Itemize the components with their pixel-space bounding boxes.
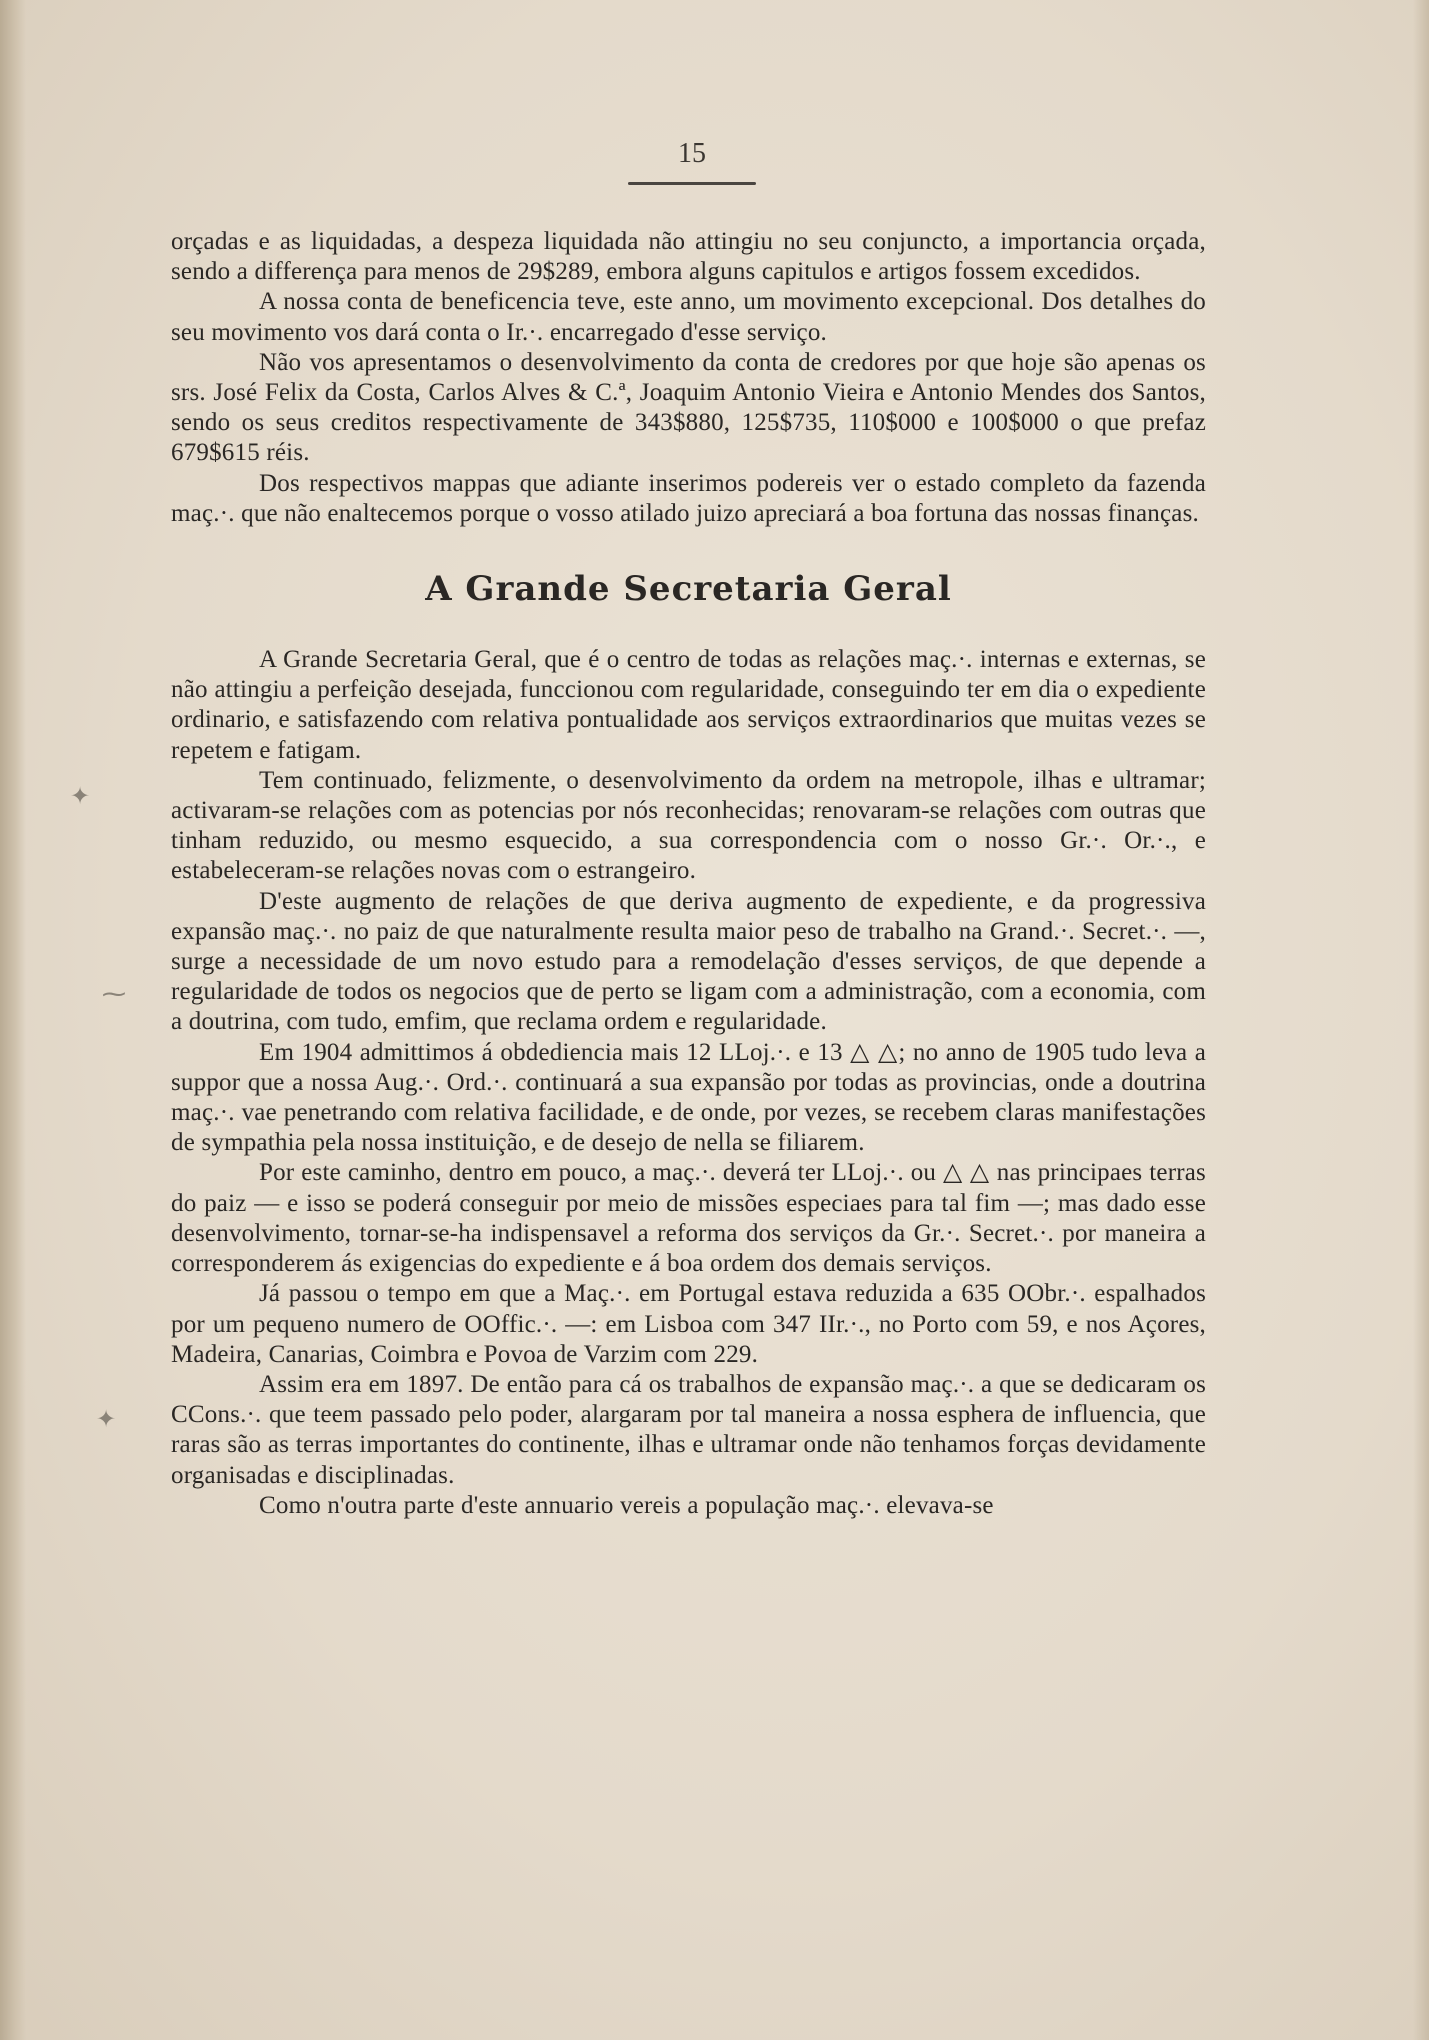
page-number-rule <box>628 182 756 185</box>
margin-stain-mark: ⁓ <box>102 980 126 1008</box>
paragraph: Já passou o tempo em que a Maç.·. em Portugal estava reduzida a 635 OObr.·. espalhados por um pequeno numero de OOffic.·. —: em Lisboa com 347 IIr.·., no Porto com 59, e nos Açores, Madeira, Canarias, Coimbra e Povoa de Varzim com 229. <box>171 1280 1206 1368</box>
page-right-edge <box>1413 0 1429 2040</box>
paragraph: D'este augmento de relações de que deriva augmento de expediente, e da progressiva expansão maç.·. no paiz de que naturalmente resulta maior peso de trabalho na Grand.·. Secret.·. —, surge a necessidade de um novo estudo para a remodelação d'esses serviços, de que depende a regularidade de todos os negocios que de perto se ligam com a administração, com a economia, com a doutrina, com tudo, emfim, que reclama ordem e regularidade. <box>171 887 1206 1036</box>
margin-stain-mark: ✦ <box>70 782 91 810</box>
paragraph-continued: orçadas e as liquidadas, a despeza liquidada não attingiu no seu conjuncto, a importancia orçada, sendo a differença para menos de 29$289, embora alguns capitulos e artigos fossem excedidos. <box>171 228 1206 286</box>
paragraph: A nossa conta de beneficencia teve, este anno, um movimento excepcional. Dos detalhes do seu movimento vos dará conta o Ir.·. encarregado d'esse serviço. <box>171 288 1206 346</box>
paragraph: Não vos apresentamos o desenvolvimento da conta de credores por que hoje são apenas os srs. José Felix da Costa, Carlos Alves & C.ª, Joaquim Antonio Vieira e Antonio Mendes dos Santos, sendo os seus creditos respectivamente de 343$880, 125$735, 110$000 e 100$000 o que prefaz 679$615 réis. <box>171 348 1206 467</box>
page-binding-edge <box>0 0 26 2040</box>
paragraph: Como n'outra parte d'este annuario vereis a população maç.·. elevava-se <box>259 1491 994 1519</box>
paragraph: Assim era em 1897. De então para cá os trabalhos de expansão maç.·. a que se dedicaram os CCons.·. que teem passado pelo poder, alargaram por tal maneira a nossa esphera de influencia, que raras são as terras importantes do continente, ilhas e ultramar onde não tenhamos forças devidamente organisadas e disciplinadas. <box>171 1370 1206 1489</box>
paragraph: Por este caminho, dentro em pouco, a maç.·. deverá ter LLoj.·. ou △ △ nas principaes terras do paiz — e isso se poderá conseguir por meio de missões especiaes para tal fim —; mas dado esse desenvolvimento, tornar-se-ha indispensavel a reforma dos serviços da Gr.·. Secret.·. por maneira a corresponderem ás exigencias do expediente e á boa ordem dos demais serviços. <box>171 1159 1206 1278</box>
paragraph: Dos respectivos mappas que adiante inserimos podereis ver o estado completo da fazenda maç.·. que não enaltecemos porque o vosso atilado juizo apreciará a boa fortuna das nossas finanças. <box>171 469 1206 527</box>
margin-stain-mark: ✦ <box>96 1405 117 1433</box>
paragraph: Tem continuado, felizmente, o desenvolvimento da ordem na metropole, ilhas e ultramar; activaram-se relações com as potencias por nós reconhecidas; renovaram-se relações com outras que tinham reduzido, ou mesmo esquecido, a sua correspondencia com o nosso Gr.·. Or.·., e estabeleceram-se relações novas com o estrangeiro. <box>171 766 1206 885</box>
section-heading: A Grande Secretaria Geral <box>425 569 952 610</box>
paragraph: A Grande Secretaria Geral, que é o centro de todas as relações maç.·. internas e externas, se não attingiu a perfeição desejada, funccionou com regularidade, conseguindo ter em dia o expediente ordinario, e satisfazendo com relativa pontualidade aos serviços extraordinarios que muitas vezes se repetem e fatigam. <box>171 646 1206 764</box>
page-number: 15 <box>678 138 706 169</box>
body-text <box>171 227 1206 1521</box>
paragraph: Em 1904 admittimos á obdediencia mais 12 LLoj.·. e 13 △ △; no anno de 1905 tudo leva a suppor que a nossa Aug.·. Ord.·. continuará a sua expansão por todas as provincias, onde a doutrina maç.·. vae penetrando com relativa facilidade, e de onde, por vezes, se recebem claras manifestações de sympathia pela nossa instituição, e de desejo de nella se filiarem. <box>171 1038 1206 1157</box>
